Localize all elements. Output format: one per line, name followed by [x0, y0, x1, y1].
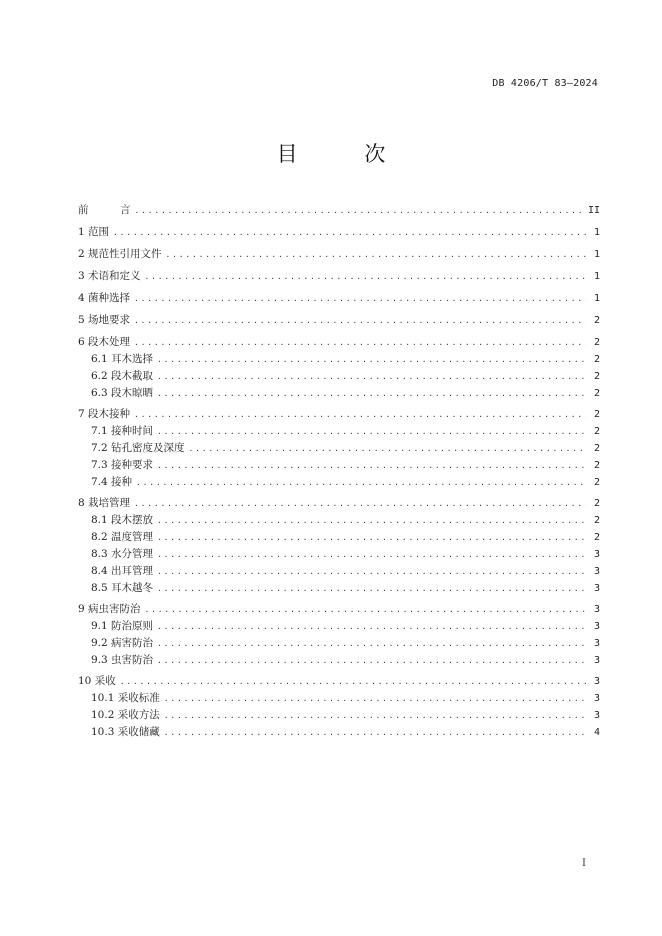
toc-leader-dots	[157, 567, 586, 576]
toc-entry-label: 7.4 接种	[91, 476, 133, 488]
toc-entry-page: 2	[593, 532, 600, 543]
toc-entry-label: 3 术语和定义	[78, 270, 141, 282]
toc-entry-label: 8 栽培管理	[78, 497, 131, 509]
toc-entry-label: 7.2 钻孔密度及深度	[91, 442, 185, 454]
toc-subentry[interactable]	[91, 351, 600, 367]
toc-entry[interactable]	[78, 312, 600, 328]
toc-subentry[interactable]	[91, 635, 600, 651]
document-code: DB 4206/T 83—2024	[492, 78, 598, 89]
toc-leader-dots	[157, 550, 586, 559]
toc-subentry[interactable]	[91, 580, 600, 596]
toc-entry-page: II	[587, 205, 600, 216]
toc-entry-label: 8.2 温度管理	[91, 531, 154, 543]
toc-entry-page: 2	[593, 409, 600, 420]
toc-entry-page: 1	[593, 227, 600, 238]
toc-entry-page: 3	[593, 655, 600, 666]
toc-leader-dots	[145, 605, 586, 614]
toc-subentry[interactable]	[91, 368, 600, 384]
toc-entry-label: 10.2 采收方法	[91, 709, 160, 721]
toc-entry[interactable]	[78, 246, 600, 262]
toc-entry-label: 8.3 水分管理	[91, 548, 154, 560]
toc-leader-dots	[157, 639, 586, 648]
toc-entry-label: 10.3 采收储藏	[91, 726, 160, 738]
toc-entry-label: 10.1 采收标准	[91, 692, 160, 704]
toc-entry-label: 7.1 接种时间	[91, 425, 154, 437]
toc-entry-page: 2	[593, 388, 600, 399]
toc-entry-label: 8.5 耳木越冬	[91, 582, 154, 594]
toc-entry-label: 6.3 段木晾晒	[91, 387, 154, 399]
toc-entry-label: 2 规范性引用文件	[78, 248, 162, 260]
toc-subentry[interactable]	[91, 618, 600, 634]
toc-entry-label: 6 段木处理	[78, 336, 131, 348]
toc-entry-label: 9.3 虫害防治	[91, 654, 154, 666]
toc-leader-dots	[189, 444, 586, 453]
toc-subentry[interactable]	[91, 707, 600, 723]
toc-subentry[interactable]	[91, 529, 600, 545]
toc-entry-label: 9.2 病害防治	[91, 637, 154, 649]
toc-entry-page: 2	[593, 426, 600, 437]
toc-entry-label: 1 范围	[78, 226, 110, 238]
toc-entry-page: 4	[593, 727, 600, 738]
toc-entry[interactable]	[78, 268, 600, 284]
toc-entry-label: 8.4 出耳管理	[91, 565, 154, 577]
toc-entry-page: 3	[593, 583, 600, 594]
toc-subentry[interactable]	[91, 563, 600, 579]
toc-leader-dots	[157, 622, 586, 631]
toc-subentry[interactable]	[91, 690, 600, 706]
toc-leader-dots	[157, 427, 586, 436]
toc-leader-dots	[157, 389, 586, 398]
toc-subentry[interactable]	[91, 423, 600, 439]
toc-leader-dots	[166, 250, 586, 259]
toc-leader-dots	[164, 694, 586, 703]
page-number: I	[582, 858, 586, 869]
toc-entry-label: 4 菌种选择	[78, 292, 131, 304]
toc-entry[interactable]	[78, 673, 600, 689]
toc-entry-page: 3	[593, 549, 600, 560]
toc-entry-label: 9 病虫害防治	[78, 603, 141, 615]
toc-entry-page: 2	[593, 498, 600, 509]
toc-entry[interactable]	[78, 224, 600, 240]
toc-subentry[interactable]	[91, 652, 600, 668]
toc-entry-label: 前 言	[78, 204, 131, 216]
toc-entry-page: 2	[593, 354, 600, 365]
toc-subentry[interactable]	[91, 512, 600, 528]
toc-entry-page: 2	[593, 515, 600, 526]
toc-entry-page: 2	[593, 371, 600, 382]
toc-entry-label: 6.1 耳木选择	[91, 353, 154, 365]
toc-entry-label: 6.2 段木截取	[91, 370, 154, 382]
toc-leader-dots	[164, 728, 586, 737]
toc-entry[interactable]	[78, 202, 600, 218]
toc-entry-page: 2	[593, 337, 600, 348]
toc-entry-page: 3	[593, 676, 600, 687]
toc-subentry[interactable]	[91, 474, 600, 490]
toc-leader-dots	[134, 499, 586, 508]
toc-entry[interactable]	[78, 334, 600, 350]
toc-leader-dots	[135, 206, 584, 215]
toc-entry-label: 8.1 段木摆放	[91, 514, 154, 526]
toc-entry-label: 9.1 防治原则	[91, 620, 154, 632]
toc-entry[interactable]	[78, 601, 600, 617]
toc-entry-page: 3	[593, 638, 600, 649]
toc-entry-page: 2	[593, 460, 600, 471]
toc-entry-page: 3	[593, 566, 600, 577]
toc-entry-page: 1	[593, 249, 600, 260]
toc-leader-dots	[136, 478, 586, 487]
toc-entry-page: 2	[593, 443, 600, 454]
toc-leader-dots	[157, 533, 586, 542]
toc-entry-label: 10 采收	[78, 675, 116, 687]
toc-subentry[interactable]	[91, 385, 600, 401]
toc-entry[interactable]	[78, 290, 600, 306]
toc-entry-label: 7 段木接种	[78, 408, 131, 420]
toc-subentry[interactable]	[91, 457, 600, 473]
toc-entry[interactable]	[78, 495, 600, 511]
page-title: 目 次	[276, 142, 416, 166]
toc-subentry[interactable]	[91, 440, 600, 456]
toc-leader-dots	[120, 677, 586, 686]
toc-entry-page: 2	[593, 477, 600, 488]
toc-entry-page: 3	[593, 604, 600, 615]
toc-leader-dots	[113, 228, 586, 237]
toc-leader-dots	[157, 584, 586, 593]
toc-leader-dots	[157, 461, 586, 470]
toc-entry[interactable]	[78, 406, 600, 422]
toc-leader-dots	[134, 338, 586, 347]
toc-leader-dots	[157, 516, 586, 525]
toc-entry-label: 7.3 接种要求	[91, 459, 154, 471]
toc-subentry[interactable]	[91, 724, 600, 740]
toc-entry-page: 3	[593, 710, 600, 721]
toc-entry-page: 1	[593, 271, 600, 282]
toc-leader-dots	[157, 372, 586, 381]
toc-subentry[interactable]	[91, 546, 600, 562]
toc-entry-label: 5 场地要求	[78, 314, 131, 326]
toc-entry-page: 2	[593, 315, 600, 326]
toc-entry-page: 3	[593, 621, 600, 632]
toc-leader-dots	[134, 316, 586, 325]
toc-entry-page: 1	[593, 293, 600, 304]
toc-leader-dots	[157, 355, 586, 364]
toc-leader-dots	[134, 294, 586, 303]
toc-leader-dots	[134, 410, 586, 419]
toc-leader-dots	[145, 272, 586, 281]
toc-leader-dots	[157, 656, 586, 665]
toc-entry-page: 3	[593, 693, 600, 704]
toc-leader-dots	[164, 711, 586, 720]
